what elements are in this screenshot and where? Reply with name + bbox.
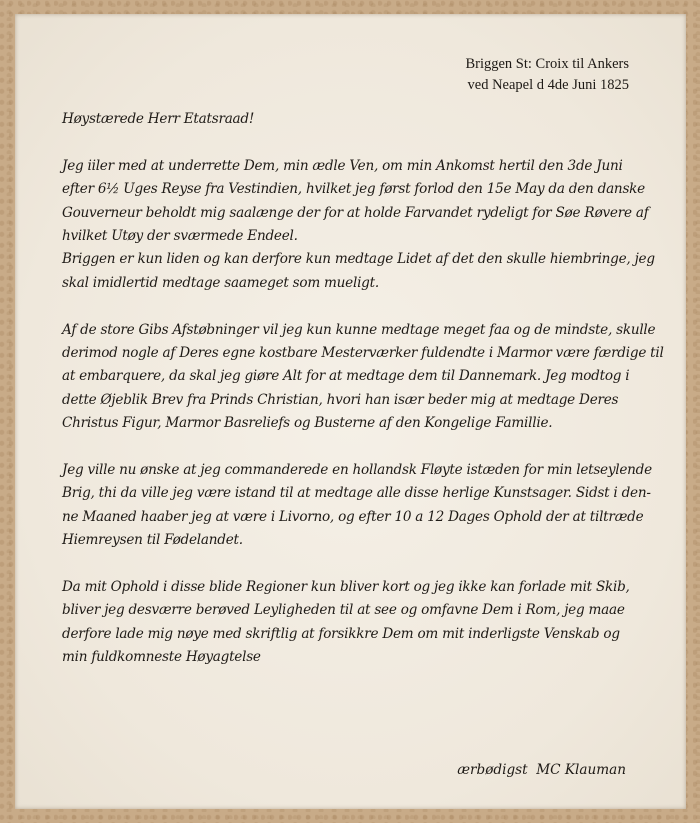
text-line: Brig, thi da ville jeg være istand til at medtage alle disse herlige Kunstsager. Sidst i den- [62,485,651,502]
text-line: Da mit Ophold i disse blide Regioner kun bliver kort og jeg ikke kan forlade mit Skib, [62,579,630,596]
text-line: skal imidlertid medtage saameget som mueligt. [62,274,379,291]
text-line: min fuldkomneste Høyagtelse [62,649,261,666]
text-line: derimod nogle af Deres egne kostbare Mesterværker fuldendte i Marmor være færdige til [62,345,664,362]
text-line: efter 6½ Uges Reyse fra Vestindien, hvilket jeg først forlod den 15e May da den danske [62,181,645,198]
letter-paper [15,14,686,809]
text-line: bliver jeg desværre berøved Leyligheden til at see og omfavne Dem i Rom, jeg maae [62,602,625,619]
text-line: hvilket Utøy der sværmede Endeel. [62,228,298,245]
heading-line-2: ved Neapel d 4de Juni 1825 [467,77,629,93]
letter-body [62,108,682,670]
text-line: derfore lade mig nøye med skriftlig at forsikkre Dem om mit inderligste Venskab og [62,625,620,642]
paragraph-2 [62,319,682,436]
text-line: Af de store Gibs Afstøbninger vil jeg kun kunne medtage meget faa og de mindste, skulle [62,321,656,338]
text-line: Jeg ville nu ønske at jeg commanderede en hollandsk Fløyte istæden for min letseylende [62,462,652,479]
paragraph-1 [62,155,682,295]
paragraph-4 [62,576,682,670]
letter-heading [465,54,629,96]
text-line: Christus Figur, Marmor Basreliefs og Busterne af den Kongelige Famillie. [62,415,553,432]
text-line: Gouverneur beholdt mig saalænge der for at holde Farvandet rydeligt for Søe Røvere af [62,204,649,221]
text-line: at embarquere, da skal jeg giøre Alt for at medtage dem til Dannemark. Jeg modtog i [62,368,630,385]
text-line: Jeg iiler med at underrette Dem, min ædle Ven, om min Ankomst hertil den 3de Juni [62,157,623,174]
signature: ærbødigst MC Klauman [457,762,626,778]
paragraph-3 [62,459,682,553]
text-line: Briggen er kun liden og kan derfore kun medtage Lidet af det den skulle hiembringe, jeg [62,251,655,268]
heading-line-1: Briggen St: Croix til Ankers [465,56,629,72]
text-line: Hiemreysen til Fødelandet. [62,532,243,549]
text-line: dette Øjeblik Brev fra Prinds Christian, hvori han især beder mig at medtage Deres [62,391,619,408]
salutation: Høystærede Herr Etatsraad! [62,111,255,127]
text-line: ne Maaned haaber jeg at være i Livorno, og efter 10 a 12 Dages Ophold der at tiltræde [62,508,644,525]
